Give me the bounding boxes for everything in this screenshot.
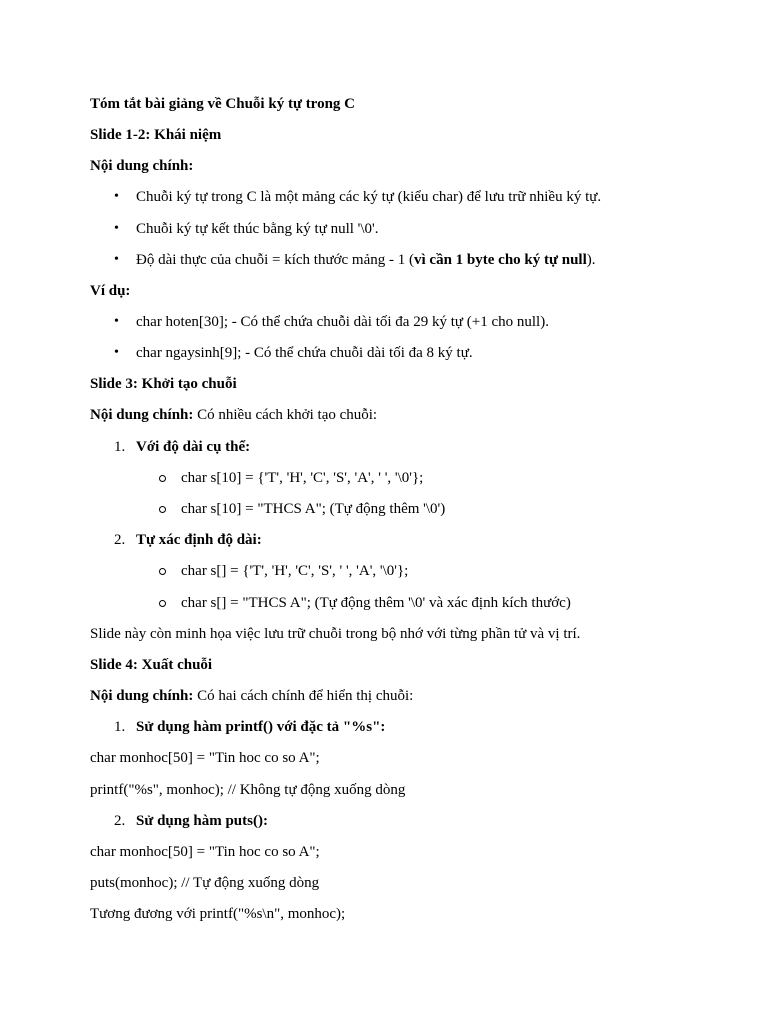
- slide-3-heading: Slide 3: Khởi tạo chuỗi: [90, 376, 237, 392]
- s3-item-1-label: Với độ dài cụ thể:: [136, 439, 251, 455]
- s3-item-2-label: Tự xác định độ dài:: [136, 532, 262, 548]
- s12-bullet-3-bold: vì cần 1 byte cho ký tự null: [414, 252, 587, 268]
- bullet-icon: •: [114, 252, 119, 267]
- s3-item-1-sub-2: char s[10] = "THCS A"; (Tự động thêm '\0'): [181, 501, 446, 517]
- s3-item-1-number: 1.: [114, 439, 126, 455]
- circle-bullet-icon: [159, 475, 166, 482]
- s3-main-text: Có nhiều cách khởi tạo chuỗi:: [193, 407, 378, 423]
- s4-code-line: char monhoc[50] = "Tin hoc co so A";: [90, 844, 320, 860]
- slide-1-2-heading: Slide 1-2: Khái niệm: [90, 127, 222, 143]
- s4-item-1-label: Sử dụng hàm printf() với đặc tả "%s":: [136, 719, 386, 735]
- document-title: Tóm tắt bài giảng về Chuỗi ký tự trong C: [90, 96, 355, 112]
- bullet-icon: •: [114, 189, 119, 204]
- circle-bullet-icon: [159, 600, 166, 607]
- s4-item-1-number: 1.: [114, 719, 126, 735]
- s12-bullet-3: [136, 251, 596, 269]
- slide-1-2-main-label: Nội dung chính:: [90, 158, 194, 174]
- s12-bullet-1: Chuỗi ký tự trong C là một mảng các ký tự (kiểu char) để lưu trữ nhiều ký tự.: [136, 189, 602, 205]
- bullet-icon: •: [114, 314, 119, 329]
- s4-main-text: Có hai cách chính để hiển thị chuỗi:: [193, 688, 414, 704]
- s3-item-2-sub-1: char s[] = {'T', 'H', 'C', 'S', ' ', 'A', '\0'};: [181, 563, 409, 579]
- s4-code-line: char monhoc[50] = "Tin hoc co so A";: [90, 750, 320, 766]
- slide-4-heading: Slide 4: Xuất chuỗi: [90, 657, 213, 673]
- bullet-icon: •: [114, 345, 119, 360]
- s3-item-1-sub-1: char s[10] = {'T', 'H', 'C', 'S', 'A', ' ', '\0'};: [181, 470, 424, 486]
- s3-note: Slide này còn minh họa việc lưu trữ chuỗi trong bộ nhớ với từng phần tử và vị trí.: [90, 626, 581, 642]
- s4-code-line: printf("%s", monhoc); // Không tự động xuống dòng: [90, 782, 406, 798]
- s3-main-label: Nội dung chính:: [90, 407, 194, 423]
- example-label: Ví dụ:: [90, 283, 131, 299]
- s4-code-line: Tương đương với printf("%s\n", monhoc);: [90, 906, 346, 922]
- example-1: char hoten[30]; - Có thể chứa chuỗi dài tối đa 29 ký tự (+1 cho null).: [136, 314, 549, 330]
- example-2: char ngaysinh[9]; - Có thể chứa chuỗi dài tối đa 8 ký tự.: [136, 345, 473, 361]
- bullet-icon: •: [114, 221, 119, 236]
- circle-bullet-icon: [159, 506, 166, 513]
- s12-bullet-2: Chuỗi ký tự kết thúc bằng ký tự null '\0'.: [136, 221, 379, 237]
- s3-main-line: [90, 406, 377, 424]
- s4-item-2-number: 2.: [114, 813, 126, 829]
- s3-item-2-sub-2: char s[] = "THCS A"; (Tự động thêm '\0' và xác định kích thước): [181, 595, 571, 611]
- s4-code-line: puts(monhoc); // Tự động xuống dòng: [90, 875, 320, 891]
- circle-bullet-icon: [159, 568, 166, 575]
- s4-main-label: Nội dung chính:: [90, 688, 194, 704]
- s12-bullet-3-post: ).: [586, 252, 596, 268]
- s4-item-2-label: Sử dụng hàm puts():: [136, 813, 268, 829]
- s3-item-2-number: 2.: [114, 532, 126, 548]
- s4-main-line: [90, 687, 413, 705]
- s12-bullet-3-pre: Độ dài thực của chuỗi = kích thước mảng - 1 (: [136, 252, 414, 268]
